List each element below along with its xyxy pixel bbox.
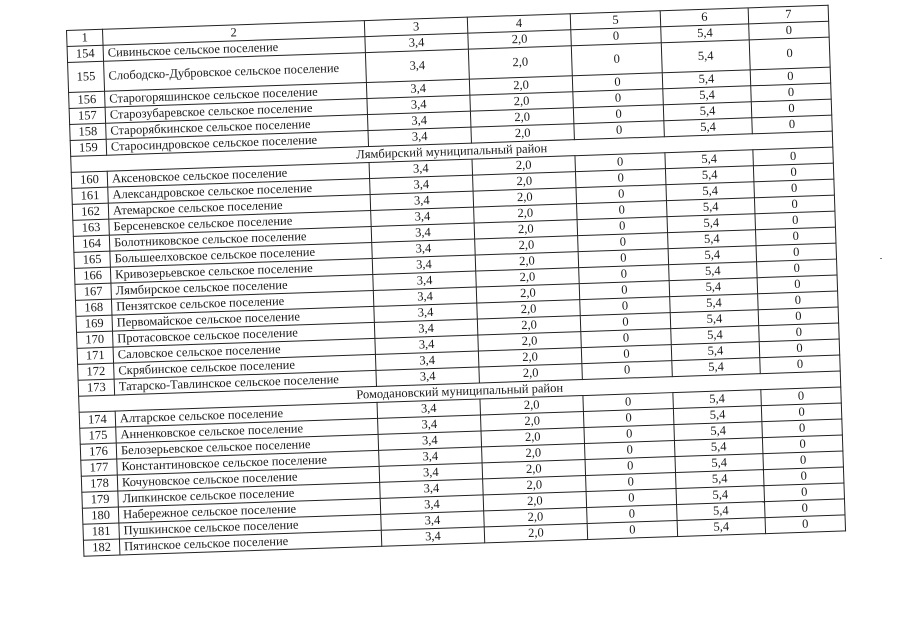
value-col-7: 0: [756, 243, 836, 262]
value-col-5: 0: [582, 361, 672, 380]
row-number: 174: [79, 411, 116, 428]
value-col-4: 2,0: [483, 492, 586, 511]
row-number: 161: [72, 187, 109, 204]
settlement-name: Болотниковское сельское поселение: [109, 226, 371, 251]
settlement-name: Татарско-Тавлинское сельское поселение: [114, 370, 376, 395]
header-cell: 2: [102, 21, 364, 46]
value-col-7: 0: [763, 467, 843, 486]
settlement-name: Пушкинское сельское поселение: [119, 514, 381, 539]
value-col-4: 2,0: [470, 92, 573, 111]
row-number: 155: [68, 61, 105, 92]
settlement-name: Старогоряшинское сельское поселение: [105, 83, 367, 108]
row-number: 175: [80, 427, 117, 444]
value-col-4: 2,0: [471, 124, 574, 143]
value-col-4: 2,0: [481, 428, 584, 447]
value-col-3: 3,4: [372, 255, 475, 274]
settlement-name: Липкинское сельское поселение: [118, 482, 380, 507]
settlement-name: Белозерьевское сельское поселение: [116, 434, 378, 459]
value-col-3: 3,4: [366, 79, 469, 98]
value-col-4: 2,0: [480, 412, 583, 431]
value-col-5: 0: [587, 505, 677, 524]
header-cell: 4: [467, 14, 570, 33]
value-col-7: 0: [756, 227, 836, 246]
value-col-4: 2,0: [473, 172, 576, 191]
value-col-4: 2,0: [477, 300, 580, 319]
settlement-name: Кочуновское сельское поселение: [117, 466, 379, 491]
value-col-5: 0: [573, 89, 663, 108]
value-col-4: 2,0: [475, 252, 578, 271]
value-col-4: 2,0: [482, 460, 585, 479]
value-col-7: 0: [757, 275, 837, 294]
value-col-7: 0: [759, 339, 839, 358]
value-col-4: 2,0: [469, 76, 572, 95]
settlement-name: Пензятское сельское поселение: [111, 290, 373, 315]
value-col-5: 0: [580, 297, 670, 316]
row-number: 164: [73, 235, 110, 252]
settlement-name: Слободско-Дубровское сельское поселение: [104, 53, 367, 92]
row-number: 159: [70, 139, 107, 156]
row-number: 168: [75, 299, 112, 316]
value-col-3: 3,4: [379, 463, 482, 482]
row-number: 162: [72, 203, 109, 220]
row-number: 157: [69, 107, 106, 124]
header-cell: 7: [748, 5, 828, 24]
value-col-4: 2,0: [478, 348, 581, 367]
row-number: 156: [69, 91, 106, 108]
value-col-3: 3,4: [374, 319, 477, 338]
value-col-5: 0: [583, 393, 673, 412]
value-col-6: 5,4: [671, 326, 759, 345]
value-col-5: 0: [575, 169, 665, 188]
row-number: 160: [71, 171, 108, 188]
settlement-name: Берсеневское сельское поселение: [109, 210, 371, 235]
value-col-7: 0: [753, 147, 833, 166]
value-col-5: 0: [578, 233, 668, 252]
value-col-6: 5,4: [676, 486, 764, 505]
settlement-name: Старозубаревское сельское поселение: [105, 99, 367, 124]
row-number: 163: [73, 219, 110, 236]
value-col-7: 0: [754, 179, 834, 198]
value-col-6: 5,4: [662, 70, 750, 89]
value-col-4: 2,0: [476, 268, 579, 287]
settlement-name: Первомайское сельское поселение: [112, 306, 374, 331]
value-col-5: 0: [572, 73, 662, 92]
row-number: 169: [76, 315, 113, 332]
value-col-6: 5,4: [672, 358, 760, 377]
value-col-3: 3,4: [372, 239, 475, 258]
settlement-name: Александровское сельское поселение: [108, 179, 370, 204]
value-col-3: 3,4: [365, 49, 469, 82]
value-col-7: 0: [765, 515, 845, 534]
settlement-name: Анненковское сельское поселение: [116, 418, 378, 443]
value-col-5: 0: [586, 473, 676, 492]
scan-speck: [880, 258, 882, 259]
settlement-name: Сивиньское сельское поселение: [103, 37, 365, 62]
value-col-7: 0: [753, 163, 833, 182]
value-col-4: 2,0: [470, 108, 573, 127]
value-col-6: 5,4: [674, 438, 762, 457]
value-col-5: 0: [585, 457, 675, 476]
value-col-5: 0: [578, 249, 668, 268]
value-col-7: 0: [762, 435, 842, 454]
value-col-6: 5,4: [676, 470, 764, 489]
settlement-name: Лямбирское сельское поселение: [111, 274, 373, 299]
row-number: 170: [77, 331, 114, 348]
settlement-name: Пятинское сельское поселение: [119, 530, 381, 555]
value-col-4: 2,0: [474, 220, 577, 239]
value-col-7: 0: [751, 83, 831, 102]
value-col-5: 0: [579, 281, 669, 300]
value-col-3: 3,4: [378, 415, 481, 434]
value-col-7: 0: [763, 451, 843, 470]
value-col-4: 2,0: [476, 284, 579, 303]
value-col-3: 3,4: [370, 175, 473, 194]
value-col-7: 0: [765, 499, 845, 518]
value-col-6: 5,4: [675, 454, 763, 473]
row-number: 176: [80, 443, 117, 460]
settlement-name: Протасовское сельское поселение: [113, 322, 375, 347]
row-number: 182: [83, 539, 120, 556]
row-number: 171: [77, 347, 114, 364]
row-number: 181: [83, 523, 120, 540]
value-col-5: 0: [571, 27, 661, 46]
scanned-sheet: [66, 5, 845, 557]
header-cell: 1: [67, 29, 104, 46]
value-col-3: 3,4: [375, 335, 478, 354]
district-name: Ромодановский муниципальный район: [79, 371, 841, 412]
value-col-7: 0: [752, 115, 832, 134]
value-col-6: 5,4: [664, 118, 752, 137]
value-col-7: 0: [757, 259, 837, 278]
value-col-3: 3,4: [376, 367, 479, 386]
settlement-name: Алтарское сельское поселение: [115, 402, 377, 427]
value-col-5: 0: [571, 43, 662, 76]
settlements-table: [66, 5, 846, 557]
value-col-6: 5,4: [666, 182, 754, 201]
table-body: [67, 5, 846, 556]
settlement-name: Набережное сельское поселение: [118, 498, 380, 523]
value-col-7: 0: [749, 21, 829, 40]
settlement-name: Саловское сельское поселение: [113, 338, 375, 363]
value-col-4: 2,0: [479, 364, 582, 383]
value-col-7: 0: [760, 355, 840, 374]
value-col-6: 5,4: [661, 40, 750, 73]
value-col-6: 5,4: [670, 294, 758, 313]
value-col-7: 0: [759, 323, 839, 342]
value-col-5: 0: [576, 185, 666, 204]
value-col-6: 5,4: [663, 86, 751, 105]
value-col-3: 3,4: [373, 287, 476, 306]
value-col-4: 2,0: [477, 316, 580, 335]
value-col-4: 2,0: [468, 46, 572, 79]
value-col-3: 3,4: [381, 511, 484, 530]
value-col-5: 0: [579, 265, 669, 284]
value-col-4: 2,0: [468, 30, 571, 49]
value-col-6: 5,4: [677, 502, 765, 521]
value-col-3: 3,4: [367, 95, 470, 114]
row-number: 180: [82, 507, 119, 524]
district-name: Лямбирский муниципальный район: [71, 131, 833, 172]
value-col-3: 3,4: [379, 447, 482, 466]
value-col-7: 0: [751, 99, 831, 118]
value-col-7: 0: [758, 307, 838, 326]
value-col-3: 3,4: [369, 159, 472, 178]
value-col-4: 2,0: [483, 476, 586, 495]
value-col-6: 5,4: [668, 230, 756, 249]
settlement-name: Скрябинское сельское поселение: [114, 354, 376, 379]
value-col-6: 5,4: [661, 24, 749, 43]
value-col-6: 5,4: [670, 310, 758, 329]
value-col-6: 5,4: [671, 342, 759, 361]
value-col-6: 5,4: [669, 262, 757, 281]
header-cell: 6: [660, 8, 748, 27]
value-col-6: 5,4: [669, 278, 757, 297]
row-number: 179: [82, 491, 119, 508]
value-col-5: 0: [581, 345, 671, 364]
value-col-6: 5,4: [667, 214, 755, 233]
value-col-4: 2,0: [478, 332, 581, 351]
value-col-6: 5,4: [665, 150, 753, 169]
value-col-5: 0: [586, 489, 676, 508]
settlement-name: Кривозерьевское сельское поселение: [110, 258, 372, 283]
value-col-7: 0: [764, 483, 844, 502]
value-col-3: 3,4: [371, 207, 474, 226]
value-col-4: 2,0: [475, 236, 578, 255]
value-col-7: 0: [749, 37, 830, 70]
row-number: 165: [74, 251, 111, 268]
value-col-6: 5,4: [674, 422, 762, 441]
value-col-4: 2,0: [484, 508, 587, 527]
value-col-3: 3,4: [374, 303, 477, 322]
row-number: 178: [81, 475, 118, 492]
value-col-6: 5,4: [673, 406, 761, 425]
value-col-5: 0: [587, 521, 677, 540]
value-col-6: 5,4: [673, 390, 761, 409]
value-col-7: 0: [761, 403, 841, 422]
value-col-5: 0: [583, 409, 673, 428]
value-col-3: 3,4: [378, 431, 481, 450]
value-col-6: 5,4: [666, 198, 754, 217]
settlement-name: Большеелховское сельское поселение: [110, 242, 372, 267]
value-col-5: 0: [577, 201, 667, 220]
value-col-5: 0: [581, 329, 671, 348]
header-cell: 5: [570, 11, 660, 30]
settlement-name: Старосиндровское сельское поселение: [106, 131, 368, 156]
row-number: 158: [70, 123, 107, 140]
row-number: 166: [74, 267, 111, 284]
value-col-3: 3,4: [371, 223, 474, 242]
settlement-name: Константиновское сельское поселение: [117, 450, 379, 475]
value-col-7: 0: [761, 387, 841, 406]
value-col-7: 0: [750, 67, 830, 86]
row-number: 177: [81, 459, 118, 476]
settlement-name: Аксеновское сельское поселение: [107, 163, 369, 188]
value-col-7: 0: [754, 195, 834, 214]
value-col-4: 2,0: [472, 156, 575, 175]
row-number: 154: [67, 45, 104, 62]
value-col-3: 3,4: [370, 191, 473, 210]
value-col-3: 3,4: [365, 33, 468, 52]
row-number: 167: [75, 283, 112, 300]
value-col-5: 0: [575, 153, 665, 172]
value-col-3: 3,4: [368, 127, 471, 146]
value-col-4: 2,0: [482, 444, 585, 463]
value-col-3: 3,4: [380, 495, 483, 514]
value-col-6: 5,4: [668, 246, 756, 265]
row-number: 172: [78, 363, 115, 380]
value-col-3: 3,4: [375, 351, 478, 370]
value-col-4: 2,0: [480, 396, 583, 415]
value-col-4: 2,0: [473, 188, 576, 207]
value-col-5: 0: [580, 313, 670, 332]
settlement-name: Атемарское сельское поселение: [108, 195, 370, 220]
value-col-5: 0: [584, 441, 674, 460]
value-col-5: 0: [573, 105, 663, 124]
value-col-4: 2,0: [474, 204, 577, 223]
value-col-5: 0: [577, 217, 667, 236]
settlement-name: Старорябкинское сельское поселение: [106, 115, 368, 140]
value-col-7: 0: [758, 291, 838, 310]
value-col-3: 3,4: [373, 271, 476, 290]
header-cell: 3: [364, 17, 467, 36]
value-col-3: 3,4: [380, 479, 483, 498]
value-col-6: 5,4: [663, 102, 751, 121]
value-col-7: 0: [755, 211, 835, 230]
value-col-7: 0: [762, 419, 842, 438]
value-col-5: 0: [584, 425, 674, 444]
value-col-3: 3,4: [367, 111, 470, 130]
row-number: 173: [78, 379, 115, 396]
value-col-6: 5,4: [665, 166, 753, 185]
value-col-5: 0: [574, 121, 664, 140]
value-col-3: 3,4: [377, 399, 480, 418]
value-col-6: 5,4: [677, 518, 765, 537]
value-col-4: 2,0: [484, 523, 587, 542]
value-col-3: 3,4: [381, 527, 484, 546]
